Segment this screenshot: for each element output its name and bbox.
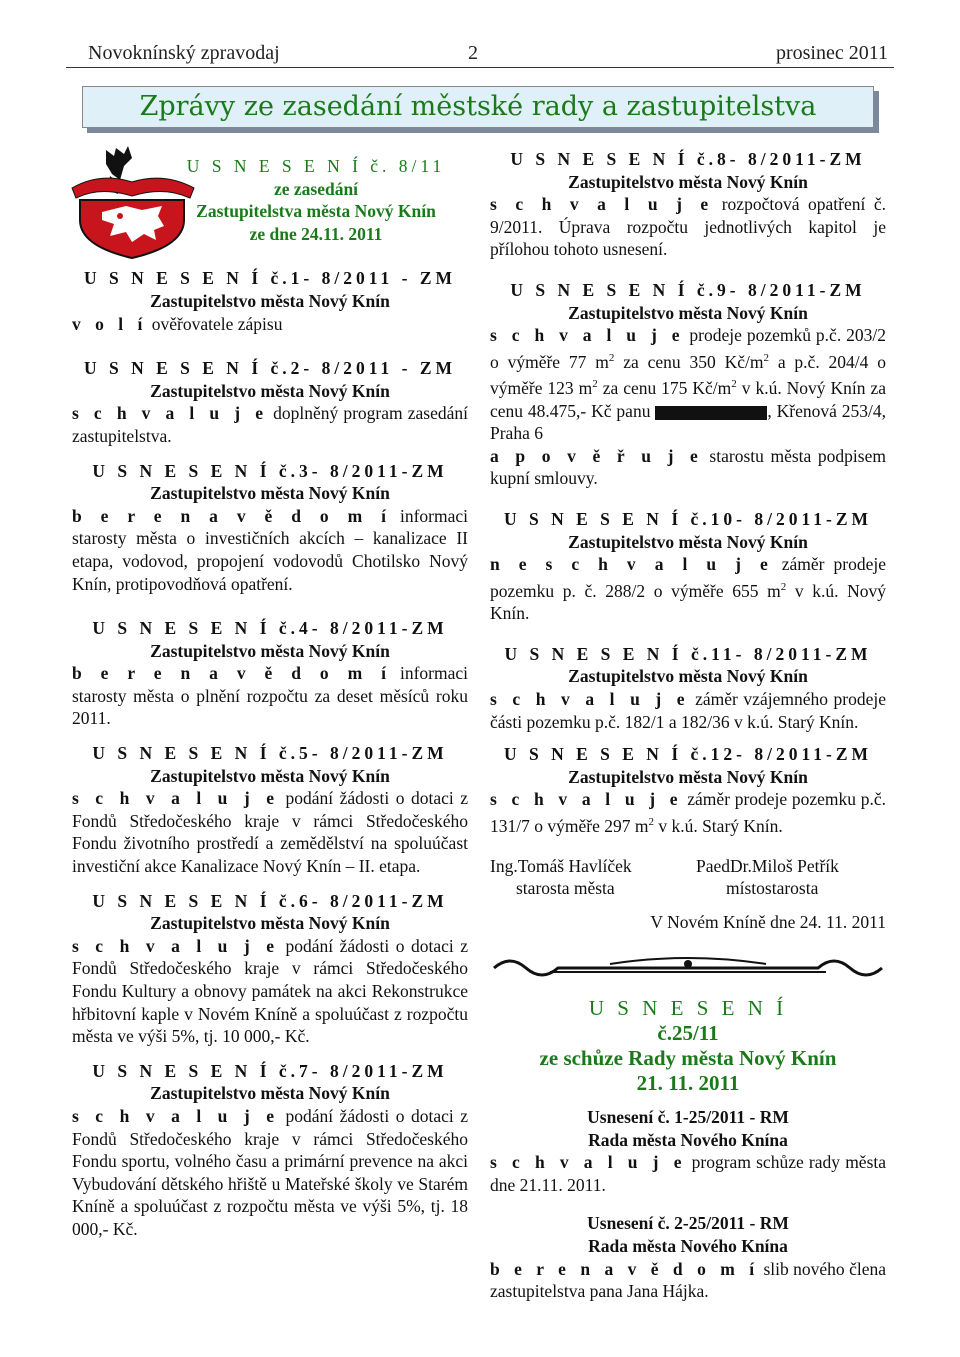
resolution-verb: s c h v a l u j e [72,935,280,956]
resolution-3 [72,460,468,596]
resolution-body: Zastupitelstvo města Nový Knín [150,483,390,504]
resolution-body: Zastupitelstvo města Nový Knín [568,766,808,787]
superscript: 2 [648,815,654,828]
page-title: Zprávy ze zasedání městské rady a zastupitelstva [139,91,817,122]
superscript: 2 [608,351,615,364]
resolution-text: záměr prodeje pozemku p.č. 131/7 o výměře 297 m [490,789,886,836]
resolution-heading: U S N E S E N Í č.4- 8/2011-ZM [92,618,448,639]
resolution-body: Zastupitelstvo města Nový Knín [150,290,390,311]
running-header [70,40,890,68]
resolution-body: Zastupitelstvo města Nový Knín [568,666,808,687]
resolution-body: Zastupitelstvo města Nový Knín [150,640,390,661]
publication-name: Novoknínský zpravodaj [88,42,280,64]
resolution-heading: U S N E S E N Í č.12- 8/2011-ZM [503,744,873,765]
resolution-verb: s c h v a l u j e [490,688,690,709]
deputy-name: PaedDr.Miloš Petřík [696,856,839,877]
mayor-role: starosta města [516,878,615,899]
resolution-text: podání žádosti o dotaci z Fondů Středočeského kraje v rámci Středočeského Fondu Kultury a obnovy památek na akci Rekonstrukce hřbitovní kaple v Novém Kníně a spoluúčast z rozpočtu města ve výši 5%, tj. 10 000,- Kč. [72,935,468,1047]
superscript: 2 [780,580,787,593]
resolution-verb: s c h v a l u j e [490,1152,687,1173]
intro-date: ze dne 24.11. 2011 [249,223,383,244]
resolution-text: a p.č. 204/4 o výměře 123 m [490,351,886,398]
resolution-10 [490,508,886,625]
council-title: ze schůze Rady města Nový Knín [539,1045,837,1070]
resolution-heading: U S N E S E N Í č.11- 8/2011-ZM [504,643,872,664]
superscript: 2 [763,351,769,364]
resolution-text: prodeje pozemků p.č. 203/2 o výměře 77 m [490,325,886,372]
council-number: č.25/11 [657,1020,719,1045]
intro-line: ze zasedání [273,178,359,199]
resolution-body: Zastupitelstvo města Nový Knín [150,765,390,786]
resolution-11 [490,643,886,733]
right-column [490,148,886,1303]
resolution-verb: b e r e n a v ě d o m í [490,1258,760,1279]
resolution-text: podání žádosti o dotaci z Fondů Středočeského kraje v rámci Středočeského Fondu životního prostředí a zemědělství na spoluúčast investiční akce Kanalizace Nový Knín – II. etapa. [72,788,468,877]
resolution-body: Zastupitelstvo města Nový Knín [568,171,808,192]
resolution-verb: s c h v a l u j e [490,325,685,346]
issue-date: prosinec 2011 [775,42,888,64]
resolution-body: Rada města Nového Knína [588,1235,788,1256]
resolution-text: záměr prodeje pozemku p. č. 288/2 o výměře 655 m [490,554,886,601]
resolution-text: za cenu 350 Kč/m [614,351,764,372]
council-date: 21. 11. 2011 [636,1070,740,1095]
resolution-text: , Křenová 253/4, Praha 6 [490,400,886,444]
resolution-text: informaci starosty města o investičních akcích – kanalizace II etapa, vodovod, propojení vodovodů Chotilsko Nový Knín, protipovodňová opatření. [72,505,468,594]
resolution-body: Zastupitelstvo města Nový Knín [568,531,808,552]
left-column [72,155,468,1241]
council-heading: U S N E S E N Í [588,995,788,1020]
council-resolution-1 [490,1106,886,1196]
resolution-text: v k.ú. Nový Knín. [490,580,886,624]
resolution-body: Zastupitelstvo města Nový Knín [150,380,390,401]
resolution-text: ověřovatele zápisu [147,313,283,334]
resolution-verb: s c h v a l u j e [72,1105,280,1126]
resolution-9 [490,279,886,490]
resolution-2 [72,357,468,447]
page-number: 2 [468,42,478,64]
superscript: 2 [592,378,598,391]
resolution-verb: b e r e n a v ě d o m í [72,505,392,526]
resolution-6 [72,890,468,1048]
signatures [490,855,886,901]
deputy-role: místostarosta [726,878,819,899]
resolution-text: program schůze rady města dne 21.11. 2011. [490,1152,887,1195]
resolution-body: Zastupitelstvo města Nový Knín [568,302,808,323]
resolution-heading: U S N E S E N Í č.10- 8/2011-ZM [503,508,873,529]
superscript: 2 [731,378,737,391]
resolution-verb: s c h v a l u j e [490,194,714,215]
resolution-heading: U S N E S E N Í č.9- 8/2011-ZM [510,279,866,300]
resolution-verb: s c h v a l u j e [490,789,683,810]
resolution-1 [72,267,468,335]
resolution-text: v k.ú. Nový Knín za cenu 48.475,- Kč panu [490,378,886,421]
resolution-heading: U S N E S E N Í č.8- 8/2011-ZM [510,149,866,169]
resolution-4 [72,617,468,730]
resolution-verb: b e r e n a v ě d o m í [72,663,392,684]
resolution-heading: U S N E S E N Í č.5- 8/2011-ZM [92,743,448,764]
resolution-8 [490,148,886,261]
intro-line: Zastupitelstva města Nový Knín [196,201,436,222]
resolution-text: v k.ú. Starý Knín. [653,815,783,836]
resolution-7 [72,1060,468,1241]
header-rule [66,67,894,68]
resolution-5 [72,742,468,878]
intro-heading: U S N E S E N Í č. 8/11 [186,156,446,176]
resolution-text: informaci starosty města o plnění rozpočtu za deset měsíců roku 2011. [72,663,468,729]
council-resolution-2 [490,1212,886,1302]
resolution-heading: Usnesení č. 1-25/2011 - RM [587,1106,789,1127]
resolution-text: podání žádosti o dotaci z Fondů Středočeského kraje v rámci Středočeského Fondu sportu, volného času a primární prevence na akci Vybudování dětského hřiště u Mateřské školy ve Starém Kníně a spoluúčast z rozpočtu města ve výši 5%, tj. 18 000,- Kč. [72,1105,468,1239]
resolution-text: za cenu 175 Kč/m [597,378,732,398]
resolution-heading: U S N E S E N Í č.7- 8/2011-ZM [92,1060,448,1081]
mayor-name: Ing.Tomáš Havlíček [490,856,632,877]
resolution-heading: U S N E S E N Í č.2- 8/2011 - ZM [83,358,457,379]
place-date: V Novém Kníně dne 24. 11. 2011 [650,912,886,933]
resolution-heading: U S N E S E N Í č.6- 8/2011-ZM [92,890,448,911]
resolution-text: starostu města podpisem kupní smlouvy. [490,445,886,489]
ornament-divider-icon [490,950,886,986]
resolution-text: slib nového člena zastupitelstva pana Jana Hájka. [490,1258,886,1302]
resolution-text: doplněný program zasedání zastupitelstva. [72,403,469,446]
redacted-name [655,406,767,420]
resolution-12 [490,743,886,837]
resolution-verb: s c h v a l u j e [72,788,280,809]
council-meeting-header [490,996,886,1096]
resolution-heading: U S N E S E N Í č.3- 8/2011-ZM [92,460,448,481]
resolution-verb: v o l í [72,313,148,334]
resolution-verb: a p o v ě ř u j e [490,445,703,466]
resolution-heading: Usnesení č. 2-25/2011 - RM [587,1213,789,1234]
resolution-verb: n e s c h v a l u j e [490,554,773,575]
resolution-text: záměr vzájemného prodeje části pozemku p.č. 182/1 a 182/36 v k.ú. Starý Knín. [490,688,887,732]
title-banner [82,86,874,128]
resolution-heading: U S N E S E N Í č.1- 8/2011 - ZM [83,268,457,289]
resolution-body: Zastupitelstvo města Nový Knín [150,1083,390,1104]
meeting-intro [164,155,468,245]
resolution-body: Rada města Nového Knína [588,1129,788,1150]
resolution-verb: s c h v a l u j e [72,403,268,424]
resolution-text: rozpočtová opatření č. 9/2011. Úprava rozpočtu jednotlivých kapitol je přílohou tohoto usnesení. [490,194,886,260]
resolution-body: Zastupitelstvo města Nový Knín [150,913,390,934]
